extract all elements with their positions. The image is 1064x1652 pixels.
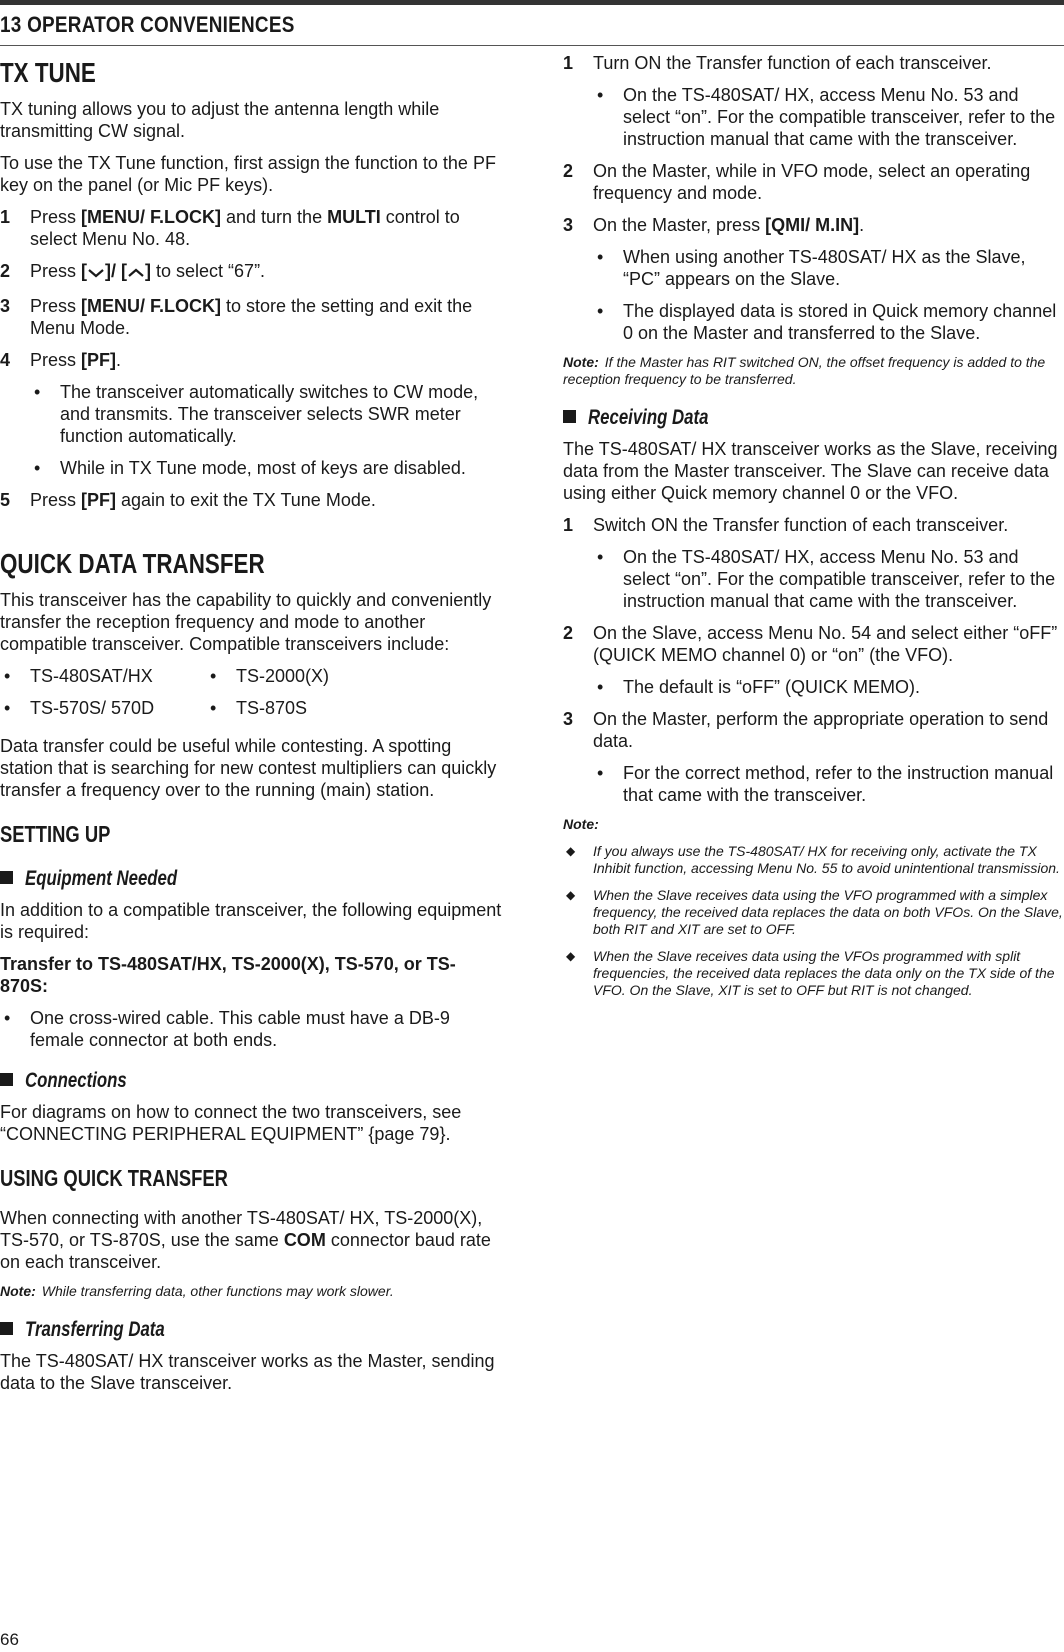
chapter-rule	[0, 45, 1064, 46]
diamond-bullet-icon: ◆	[566, 949, 576, 963]
step-number: 4	[0, 350, 11, 370]
receive-step-1	[563, 514, 1063, 536]
step-number: 3	[563, 215, 574, 235]
connections-heading	[0, 1067, 502, 1095]
connections-text: For diagrams on how to connect the two transceivers, see “CONNECTING PERIPHERAL EQUIPMENT” {page 79}.	[0, 1102, 462, 1144]
chevron-down-icon	[87, 263, 105, 285]
step-text: Turn ON the Transfer function of each transceiver.	[593, 53, 992, 73]
step-text: and turn the	[221, 207, 328, 227]
note-label: Note:	[563, 354, 599, 370]
step-text: again to exit the TX Tune Mode.	[116, 490, 376, 510]
square-bullet-icon	[0, 1073, 13, 1086]
bracket: ]/ [	[105, 261, 128, 281]
tx-tune-step-2	[0, 260, 502, 285]
square-bullet-icon	[563, 410, 576, 423]
model-item: • TS-480SAT/HX	[0, 665, 206, 687]
step-text: .	[116, 350, 122, 370]
model-item: • TS-570S/ 570D	[0, 697, 206, 719]
diamond-bullet-icon: ◆	[566, 888, 576, 902]
tx-tune-step-4	[0, 349, 502, 371]
receiving-text: The TS-480SAT/ HX transceiver works as the Slave, receiving data from the Master transceiver. The Slave can receive data using either Quick memory channel 0 or the VFO.	[563, 439, 1058, 503]
compatible-models-list	[0, 665, 502, 729]
tx-tune-step-3	[0, 295, 502, 339]
step-text: to select “67”.	[151, 261, 266, 281]
transfer-note	[563, 354, 1063, 388]
bracket: [	[81, 261, 88, 281]
note-label: Note:	[0, 1283, 36, 1299]
page-number: 66	[0, 1630, 19, 1649]
tx-tune-bullet-1: • The transceiver automatically switches to CW mode, and transmits. The transceiver selects SWR meter function automatically.	[30, 381, 502, 447]
bracket: ]	[145, 261, 152, 281]
receive-note-1	[563, 843, 1063, 877]
text: connector baud rate on each transceiver.	[0, 1230, 491, 1272]
square-bullet-icon	[0, 1322, 13, 1335]
chapter-title: 13 OPERATOR CONVENIENCES	[0, 12, 295, 37]
receive-step-3	[563, 708, 1063, 752]
note-text: If the Master has RIT switched ON, the offset frequency is added to the reception frequency to be transferred.	[563, 354, 1046, 387]
menu-flock-key: [MENU/ F.LOCK]	[81, 296, 221, 316]
step-text: .	[859, 215, 865, 235]
tx-tune-step-1	[0, 206, 502, 250]
quick-data-transfer-title: QUICK DATA TRANSFER	[0, 548, 265, 579]
heading-text: Receiving Data	[588, 406, 709, 429]
step-text: On the Master, press	[593, 215, 766, 235]
step-text: On the Slave, access Menu No. 54 and select either “oFF” (QUICK MEMO channel 0) or “on” (the VFO).	[593, 623, 1058, 665]
com-connector: COM	[283, 1230, 326, 1250]
note-label: Note:	[563, 816, 599, 832]
quick-transfer-usage: Data transfer could be useful while contesting. A spotting station that is searching for new contest multipliers can quickly transfer a frequency over to the running (main) station.	[0, 736, 497, 800]
pf-key: [PF]	[81, 490, 117, 510]
step-text: Switch ON the Transfer function of each transceiver.	[593, 515, 1009, 535]
step-text: to store the setting and exit the Menu Mode.	[30, 296, 473, 338]
tx-tune-intro-1: TX tuning allows you to adjust the antenna length while transmitting CW signal.	[0, 99, 440, 141]
step-number: 1	[563, 53, 574, 73]
diamond-bullet-icon: ◆	[566, 844, 576, 858]
chevron-up-icon	[127, 263, 145, 285]
tx-tune-title: TX TUNE	[0, 57, 96, 88]
transfer-step-3	[563, 214, 1063, 236]
quick-transfer-intro: This transceiver has the capability to quickly and conveniently transfer the reception frequency and mode to another compatible transceiver. Compatible transceivers include:	[0, 590, 492, 654]
receiving-data-heading	[563, 404, 1063, 432]
step-number: 1	[563, 515, 574, 535]
note-text: When the Slave receives data using the VFO programmed with a simplex frequency, the received data replaces the data on both VFOs. On the Slave, both RIT and XIT are set to OFF.	[593, 887, 1063, 937]
equipment-needed-heading	[0, 865, 502, 893]
receive-step-2-bullet: • The default is “oFF” (QUICK MEMO).	[593, 676, 1063, 698]
heading-text: Equipment Needed	[25, 867, 178, 890]
step-text: Press	[30, 296, 82, 316]
transferring-data-heading	[0, 1316, 502, 1344]
model-item: • TS-2000(X)	[206, 665, 446, 687]
step-number: 1	[0, 207, 11, 227]
tx-tune-intro-2: To use the TX Tune function, first assign the function to the PF key on the panel (or Mic PF keys).	[0, 153, 496, 195]
step-number: 5	[0, 490, 11, 510]
receive-step-1-bullet: • On the TS-480SAT/ HX, access Menu No. 53 and select “on”. For the compatible transceiver, refer to the instruction manual that came with the transceiver.	[593, 546, 1063, 612]
transferring-text: The TS-480SAT/ HX transceiver works as the Master, sending data to the Slave transceiver.	[0, 1351, 495, 1393]
step-text: Press	[30, 261, 82, 281]
step-text: On the Master, perform the appropriate operation to send data.	[593, 709, 1049, 751]
receive-note-3	[563, 948, 1063, 999]
using-text	[0, 1207, 502, 1273]
equipment-text: In addition to a compatible transceiver, the following equipment is required:	[0, 900, 502, 942]
step-number: 3	[0, 296, 11, 316]
right-column	[563, 52, 1063, 1009]
transfer-step-1	[563, 52, 1063, 74]
receive-step-2	[563, 622, 1063, 666]
transfer-step-1-bullet: • On the TS-480SAT/ HX, access Menu No. 53 and select “on”. For the compatible transceiver, refer to the instruction manual that came with the transceiver.	[593, 84, 1063, 150]
using-note	[0, 1283, 502, 1300]
receive-step-3-bullet: • For the correct method, refer to the instruction manual that came with the transceiver.	[593, 762, 1063, 806]
qmi-key: [QMI/ M.IN]	[765, 215, 860, 235]
step-number: 2	[563, 623, 574, 643]
text: When connecting with another TS-480SAT/ HX, TS-2000(X), TS-570, or TS-870S, use the same	[0, 1208, 483, 1250]
transfer-step-3-bullet-1: • When using another TS-480SAT/ HX as the Slave, “PC” appears on the Slave.	[593, 246, 1063, 290]
note-text: When the Slave receives data using the VFOs programmed with split frequencies, the received data replaces the data only on the TX side of the VFO. On the Slave, XIT is set to OFF but RIT is not changed.	[593, 948, 1055, 998]
step-number: 2	[0, 261, 11, 281]
receive-note-2	[563, 887, 1063, 938]
top-rule	[0, 0, 1064, 5]
heading-text: Connections	[25, 1069, 127, 1092]
multi-control: MULTI	[327, 207, 381, 227]
pf-key: [PF]	[81, 350, 117, 370]
transfer-step-3-bullet-2: • The displayed data is stored in Quick memory channel 0 on the Master and transferred to the Slave.	[593, 300, 1063, 344]
using-quick-transfer-title: USING QUICK TRANSFER	[0, 1165, 228, 1191]
receive-notes-label	[563, 816, 1063, 833]
transfer-models-heading: Transfer to TS-480SAT/HX, TS-2000(X), TS-570, or TS-870S:	[0, 954, 456, 996]
step-text: On the Master, while in VFO mode, select an operating frequency and mode.	[593, 161, 1031, 203]
menu-flock-key: [MENU/ F.LOCK]	[81, 207, 221, 227]
setting-up-title: SETTING UP	[0, 821, 111, 847]
step-number: 2	[563, 161, 574, 181]
step-text: Press	[30, 207, 82, 227]
step-text: Press	[30, 490, 82, 510]
step-number: 3	[563, 709, 574, 729]
step-text: Press	[30, 350, 82, 370]
note-text: If you always use the TS-480SAT/ HX for receiving only, activate the TX Inhibit function, accessing Menu No. 55 to avoid unintentional transmission.	[593, 843, 1060, 876]
heading-text: Transferring Data	[25, 1318, 165, 1341]
transfer-step-2	[563, 160, 1063, 204]
model-item: • TS-870S	[206, 697, 446, 719]
note-text: While transferring data, other functions may work slower.	[41, 1283, 394, 1299]
cable-bullet: • One cross-wired cable. This cable must have a DB-9 female connector at both ends.	[0, 1007, 502, 1051]
tx-tune-bullet-2: • While in TX Tune mode, most of keys are disabled.	[30, 457, 502, 479]
step-text: control to select Menu No. 48.	[30, 207, 460, 249]
square-bullet-icon	[0, 871, 13, 884]
tx-tune-step-5	[0, 489, 502, 511]
left-column	[0, 52, 502, 1404]
